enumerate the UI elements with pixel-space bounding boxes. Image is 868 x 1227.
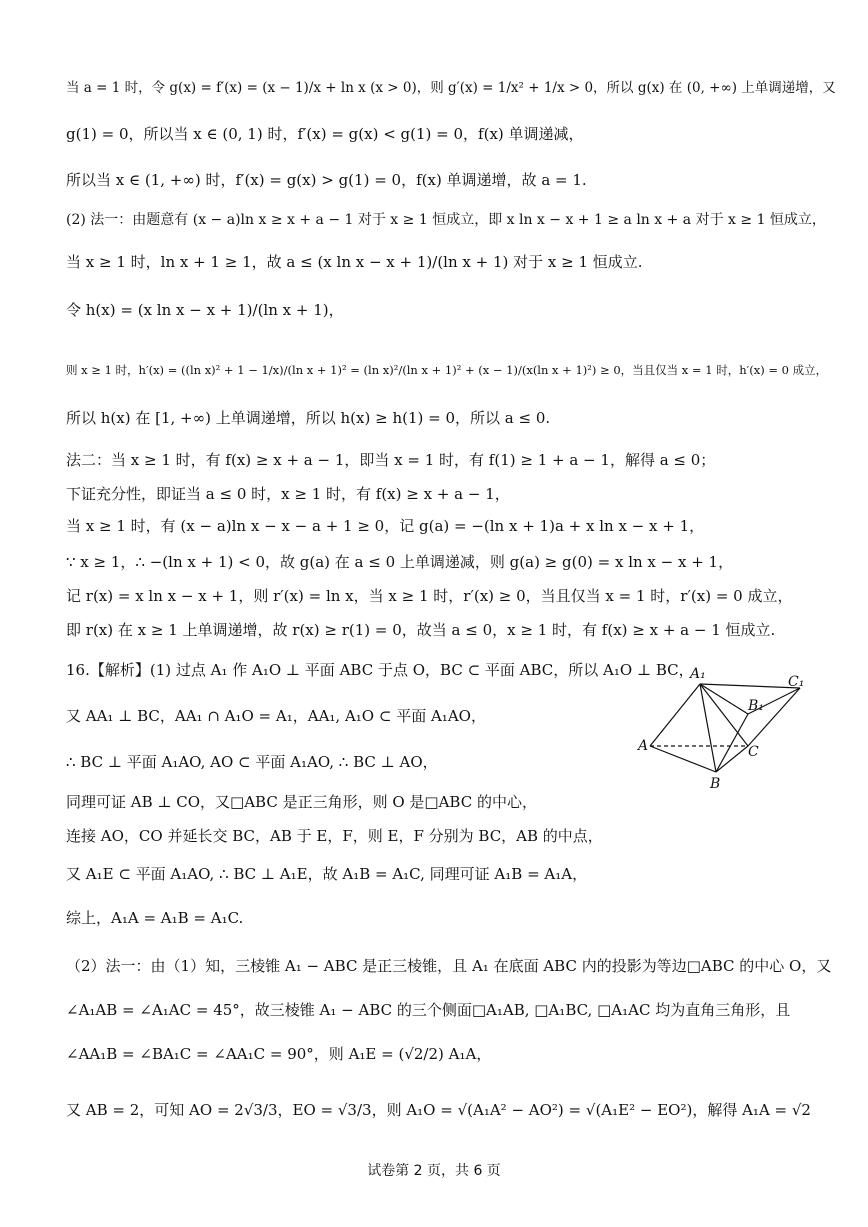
text-line-13: 记 r(x) = x ln x − x + 1，则 r′(x) = ln x，当 x ≥ 1 时，r′(x) ≥ 0，当且仅当 x = 1 时，r′(x) = 0 成立， <box>66 587 793 605</box>
text-line-6: 令 h(x) = (x ln x − x + 1)/(ln x + 1)， <box>66 301 344 319</box>
text-line-24: ∠AA₁B = ∠BA₁C = ∠AA₁C = 90°，则 A₁E = (√2/2) A₁A， <box>66 1045 492 1063</box>
prism-figure <box>636 664 816 794</box>
edge-c1-c <box>748 688 800 746</box>
edge-a1-a <box>650 684 700 746</box>
text-line-5: 当 x ≥ 1 时，ln x + 1 ≥ 1，故 a ≤ (x ln x − x + 1)/(ln x + 1) 对于 x ≥ 1 恒成立. <box>66 253 643 271</box>
edge-a1-b <box>700 684 716 772</box>
text-line-15: 16.【解析】(1) 过点 A₁ 作 A₁O ⊥ 平面 ABC 于点 O，BC ⊂ 平面 ABC，所以 A₁O ⊥ BC， <box>66 661 694 679</box>
text-line-8: 所以 h(x) 在 [1, +∞) 上单调递增，所以 h(x) ≥ h(1) = 0，所以 a ≤ 0. <box>66 409 551 427</box>
label-c: C <box>748 744 759 760</box>
text-line-4: (2) 法一：由题意有 (x − a)ln x ≥ x + a − 1 对于 x ≥ 1 恒成立，即 x ln x − x + 1 ≥ a ln x + a 对于 x ≥ 1 恒成立， <box>66 212 826 228</box>
label-b: B <box>710 776 721 792</box>
text-line-20: 又 A₁E ⊂ 平面 A₁AO, ∴ BC ⊥ A₁E，故 A₁B = A₁C, 同理可证 A₁B = A₁A， <box>66 865 588 883</box>
text-line-18: 同理可证 AB ⊥ CO，又□ABC 是正三角形，则 O 是□ABC 的中心， <box>66 793 537 811</box>
text-line-3: 所以当 x ∈ (1, +∞) 时，f′(x) = g(x) > g(1) = 0，f(x) 单调递增，故 a = 1. <box>66 171 587 189</box>
edge-a1-b1 <box>700 684 748 714</box>
text-line-7: 则 x ≥ 1 时，h′(x) = ((ln x)² + 1 − 1/x)/(ln x + 1)² = (ln x)²/(ln x + 1)² + (x − 1)/(x(ln x + 1)²) ≥ 0，当且仅当 x = 1 时，h′(x) = 0 成立， <box>66 363 828 377</box>
text-line-23: ∠A₁AB = ∠A₁AC = 45°，故三棱锥 A₁ − ABC 的三个侧面□A₁AB, □A₁BC, □A₁AC 均为直角三角形，且 <box>66 1001 791 1019</box>
text-line-22: （2）法一：由（1）知，三棱锥 A₁ − ABC 是正三棱锥，且 A₁ 在底面 ABC 内的投影为等边□ABC 的中心 O，又 <box>66 957 832 975</box>
edge-a1-c <box>700 684 748 746</box>
text-line-16: 又 AA₁ ⊥ BC，AA₁ ∩ A₁O = A₁，AA₁, A₁O ⊂ 平面 A₁AO， <box>66 707 486 725</box>
text-line-12: ∵ x ≥ 1，∴ −(ln x + 1) < 0，故 g(a) 在 a ≤ 0 上单调递减，则 g(a) ≥ g(0) = x ln x − x + 1， <box>66 553 734 571</box>
edge-a-b <box>650 746 716 772</box>
edge-b1-b <box>716 714 748 772</box>
text-line-19: 连接 AO，CO 并延长交 BC，AB 于 E，F，则 E，F 分别为 BC，AB 的中点， <box>66 827 603 845</box>
text-line-21: 综上，A₁A = A₁B = A₁C. <box>66 909 244 927</box>
label-a: A <box>638 738 649 754</box>
text-line-9: 法二：当 x ≥ 1 时，有 f(x) ≥ x + a − 1，即当 x = 1 时，有 f(1) ≥ 1 + a − 1，解得 a ≤ 0； <box>66 451 716 469</box>
page-footer: 试卷第 2 页，共 6 页 <box>367 1163 501 1179</box>
edge-a1-c1 <box>700 684 800 688</box>
text-line-1: 当 a = 1 时，令 g(x) = f′(x) = (x − 1)/x + ln x (x > 0)，则 g′(x) = 1/x² + 1/x > 0，所以 g(x) 在 (0, +∞) 上单调递增，又 <box>66 80 836 96</box>
text-line-14: 即 r(x) 在 x ≥ 1 上单调递增，故 r(x) ≥ r(1) = 0，故当 a ≤ 0，x ≥ 1 时，有 f(x) ≥ x + a − 1 恒成立. <box>66 621 776 639</box>
text-line-2: g(1) = 0，所以当 x ∈ (0, 1) 时，f′(x) = g(x) < g(1) = 0，f(x) 单调递减， <box>66 125 584 143</box>
label-c1: C₁ <box>788 674 805 690</box>
label-b1: B₁ <box>748 698 764 714</box>
text-line-25: 又 AB = 2，可知 AO = 2√3/3，EO = √3/3，则 A₁O = √(A₁A² − AO²) = √(A₁E² − EO²)，解得 A₁A = √2 <box>66 1101 811 1119</box>
text-line-10: 下证充分性，即证当 a ≤ 0 时，x ≥ 1 时，有 f(x) ≥ x + a − 1， <box>66 485 510 503</box>
label-a1: A₁ <box>690 666 706 682</box>
text-line-17: ∴ BC ⊥ 平面 A₁AO, AO ⊂ 平面 A₁AO, ∴ BC ⊥ AO， <box>66 753 438 771</box>
edge-b-c <box>716 746 748 772</box>
text-line-11: 当 x ≥ 1 时，有 (x − a)ln x − x − a + 1 ≥ 0，记 g(a) = −(ln x + 1)a + x ln x − x + 1， <box>66 517 705 535</box>
